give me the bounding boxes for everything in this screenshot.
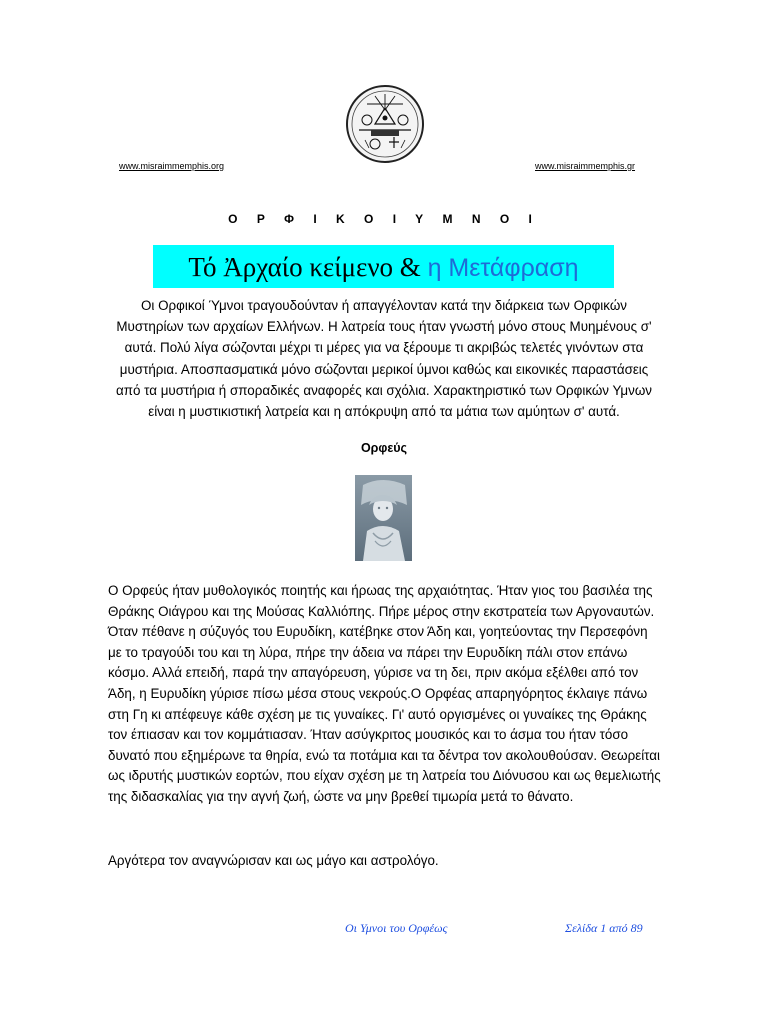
- closing-paragraph: Αργότερα τον αναγνώρισαν και ως μάγο και αστρολόγο.: [108, 853, 439, 868]
- masonic-seal-icon: [345, 84, 425, 164]
- body-paragraph: [108, 581, 664, 808]
- intro-paragraph: Οι Ορφικοί Ύμνοι τραγουδούνταν ή απαγγέλονταν κατά την διάρκεια των Ορφικών Μυστηρίων των αρχαίων Ελλήνων. Η λατρεία τους ήταν γνωστή μόνο στους Μυημένους σ' αυτά. Πολύ λίγα σώζονται μέχρι τι μέρες για να ξέρουμε τι ακριβώς τελετές γινόντων στα μυστήρια. Αποσπασματικά μόνο σώζονται μερικοί ύμνοι καθώς και εικονικές παραστάσεις από τα μυστήρια ή σποραδικές αναφορές και σχόλια. Χαρακτηριστικό των Ορφικών Υμνων είναι η μυστικιστική λατρεία και η απόκρυψη από τα μάτια των αμύητων σ' αυτά.: [116, 298, 652, 420]
- footer-page-number: Σελίδα 1 από 89: [565, 921, 643, 935]
- section-heading: Ορφεύς: [360, 441, 408, 455]
- orpheus-description: Ο Ορφεύς ήταν μυθολογικός ποιητής και ήρωας της αρχαιότητας. Ήταν γιος του βασιλέα της Θράκης Οιάγρου και της Μούσας Καλλιόπης. Πήρε μέρος στην εκστρατεία των Αργοναυτών. Όταν πέθανε η σύζυγός του Ευρυδίκη, κατέβηκε στον Άδη και, γοητεύοντας την Περσεφόνη με το τραγούδι του και τη λύρα, πήρε την άδεια να πάρει την Ευρυδίκη πάλι στον επάνω κόσμο. Αλλά επειδή, παρά την απαγόρευση, γύρισε να τη δει, πριν ακόμα εξέλθει από τον Άδη, η Ευρυδίκη γύρισε πίσω μέσα στους νεκρούς.Ο Ορφέας απαρηγόρητος έκλαιγε πάνω στη Γη κι απέφευγε κάθε σχέση με τις γυναίκες. Γι' αυτό οργισμένες οι γυναίκες της Θράκης τον έπιασαν και τον κομμάτιασαν. Ήταν ασύγκριτος μουσικός και το άσμα του ήταν τόσο δυνατό που εξημέρωνε τα θηρία, ενώ τα ποτάμια και τα δέντρα τον ακολουθούσαν. Θεωρείται ως ιδρυτής μυστικών εορτών, που είχαν σχέση με τη λατρεία του Διόνυσου και ως θεμελιωτής της διδασκαλίας για την αγνή ζωή, ώστε να μην βρεθεί τιμωρία μετά το θάνατο.: [108, 583, 661, 804]
- header-left-link[interactable]: www.misraimmemphis.org: [119, 161, 225, 171]
- orpheus-relief-image: [355, 475, 412, 561]
- banner-title-part1: Τό Ἀρχαίο κείμενο: [188, 252, 394, 282]
- footer-document-title: Οι Υμνοι του Ορφέως: [345, 921, 448, 935]
- banner-title-part2: η Μετάφραση: [427, 254, 579, 282]
- page-title: Ο Ρ Φ Ι Κ Ο Ι Υ Μ Ν Ο Ι: [228, 212, 540, 226]
- title-banner: [153, 249, 614, 286]
- banner-ampersand: &: [393, 252, 428, 282]
- header-right-link[interactable]: www.misraimmemphis.gr: [535, 161, 636, 171]
